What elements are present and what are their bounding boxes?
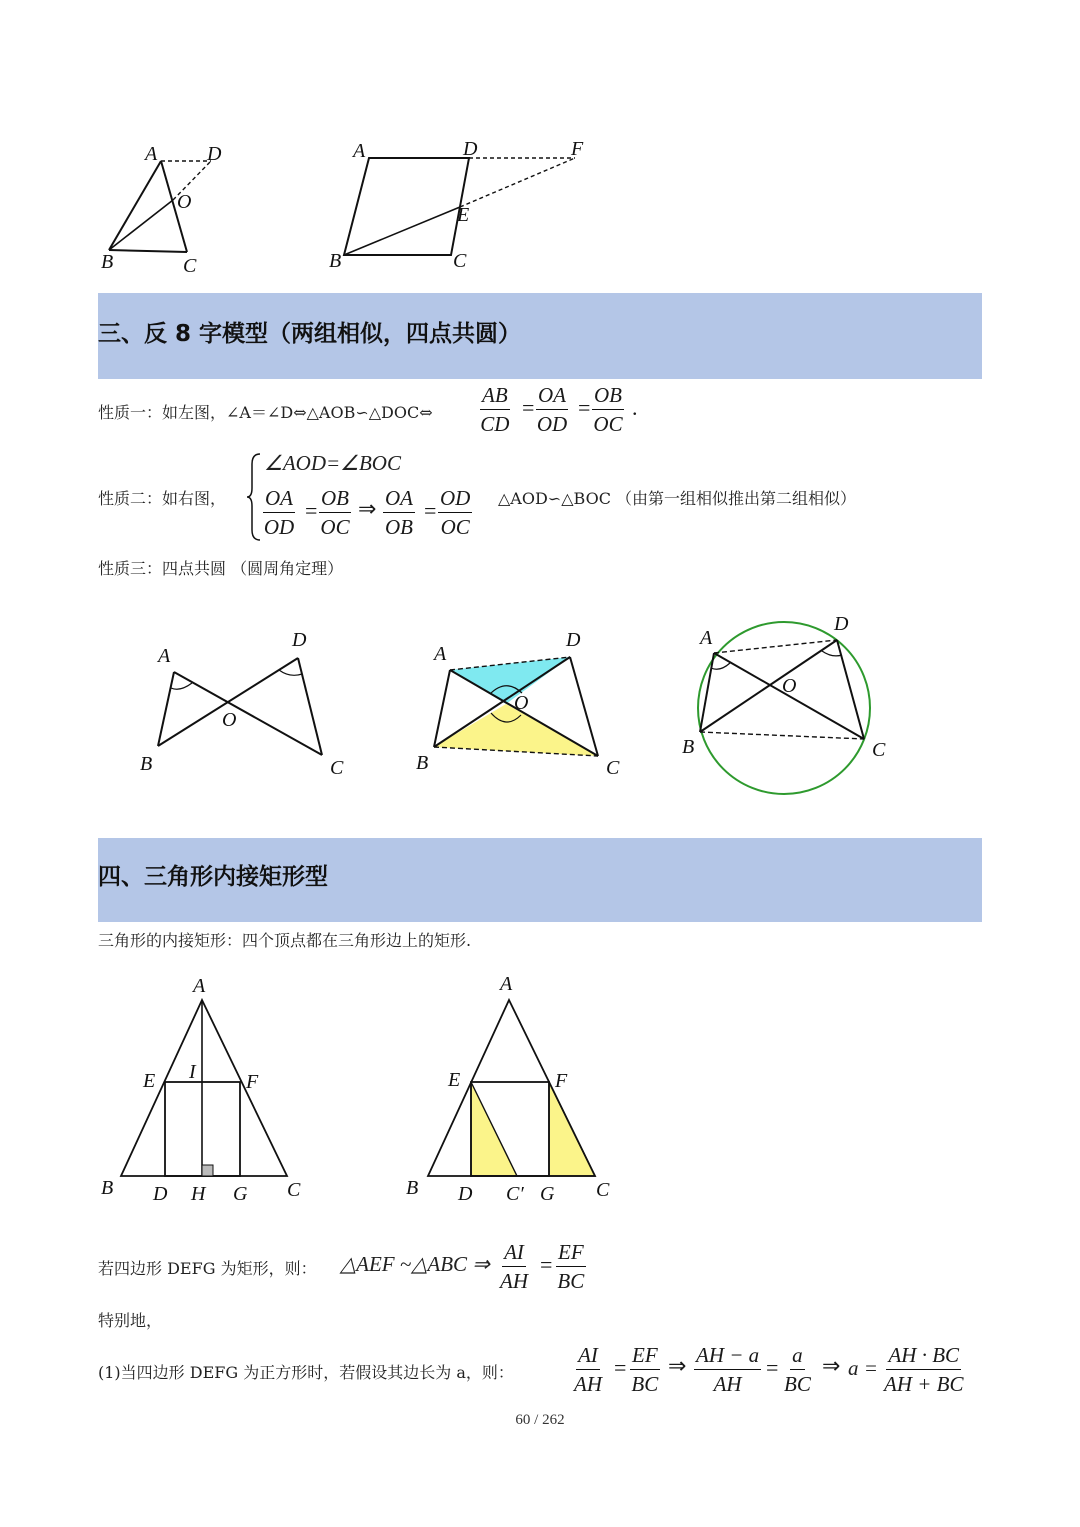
label-c: C: [287, 1179, 301, 1201]
equals-sign: =: [578, 395, 591, 420]
label-b: B: [682, 736, 695, 758]
numerator: EF: [556, 1238, 586, 1267]
fraction-ai-ah: [574, 1341, 602, 1398]
label-a: A: [353, 140, 366, 162]
numerator: OA: [263, 484, 295, 513]
label-c: C: [330, 757, 344, 779]
angle-arc-d: [279, 670, 302, 675]
angle-arc-a: [711, 663, 730, 669]
fraction-ab-cd: [480, 381, 510, 438]
figure-inscribed-rectangle: [95, 970, 315, 1210]
label-a: A: [145, 143, 158, 165]
denominator: OC: [320, 515, 350, 539]
denominator: CD: [480, 412, 510, 436]
denominator: OD: [263, 515, 295, 539]
equals-sign: =: [424, 498, 437, 523]
fraction-a-bc: [784, 1341, 811, 1398]
implies-arrow: ⇒: [668, 1353, 687, 1378]
figure-triangle-aod: [95, 140, 235, 280]
fraction-ef-bc: [556, 1238, 586, 1295]
numerator: OB: [319, 484, 351, 513]
denominator: OB: [385, 515, 413, 539]
edge: [434, 670, 450, 747]
label-b: B: [416, 752, 429, 774]
numerator: AB: [480, 381, 510, 410]
edge: [174, 672, 322, 755]
label-a: A: [434, 643, 447, 665]
right-angle-mark: [202, 1165, 213, 1176]
implies-arrow: ⇒: [358, 496, 377, 521]
property-2-label: 性质二：如右图，: [98, 489, 227, 508]
equals-sign: =: [305, 498, 318, 523]
label-f: F: [571, 138, 584, 160]
square-case-text: (1)当四边形 DEFG 为正方形时，若假设其边长为 a，则：: [98, 1363, 514, 1382]
fraction-ob-oc: [319, 484, 351, 541]
fraction-ef-bc: [630, 1341, 660, 1398]
angle-equality: ∠AOD=∠BOC: [264, 451, 401, 475]
denominator: AH: [500, 1269, 528, 1293]
label-a: A: [500, 973, 513, 995]
fraction-result: [884, 1341, 964, 1398]
numerator: a: [790, 1341, 805, 1370]
a-equals: a =: [848, 1356, 878, 1380]
label-d: D: [566, 629, 581, 651]
denominator: AH: [574, 1372, 602, 1396]
label-e: E: [143, 1070, 156, 1092]
figure-bowtie-angles: [130, 620, 360, 785]
numerator: AH − a: [694, 1341, 761, 1370]
label-e: E: [448, 1069, 461, 1091]
denominator: OC: [593, 412, 623, 436]
label-i: I: [189, 1061, 196, 1083]
label-o: O: [222, 709, 237, 731]
equals-sign: =: [614, 1355, 627, 1380]
denominator: OD: [536, 412, 568, 436]
label-b: B: [406, 1177, 419, 1199]
label-d: D: [834, 613, 849, 635]
fraction-oa-ob: [383, 484, 415, 541]
label-d: D: [463, 138, 478, 160]
fraction-ob-oc: [592, 381, 624, 438]
figure-rectangle-shaded: [400, 970, 630, 1210]
edge: [298, 658, 322, 755]
dashed-edge: [460, 158, 575, 207]
property-1-text: 性质一：如左图，∠A＝∠D⇔△AOB∽△DOC⇔: [98, 403, 433, 422]
edge: [700, 640, 837, 732]
section-4-title: 四、三角形内接矩形型: [98, 864, 328, 890]
left-brace: [246, 452, 262, 542]
numerator: EF: [630, 1341, 660, 1370]
label-c: C: [183, 255, 197, 277]
implies-arrow: ⇒: [822, 1353, 841, 1378]
label-e: E: [457, 204, 470, 226]
label-b: B: [101, 251, 114, 273]
label-c: C: [872, 739, 886, 761]
edge: [158, 658, 298, 746]
label-a: A: [158, 645, 171, 667]
period: .: [632, 395, 638, 420]
edge: [109, 250, 187, 252]
figure-bowtie-shaded: [410, 620, 640, 785]
numerator: OD: [438, 484, 472, 513]
label-o: O: [177, 191, 192, 213]
fraction-oa-od: [536, 381, 568, 438]
label-f: F: [555, 1070, 568, 1092]
dashed-edge: [714, 640, 837, 653]
section-4-header: [98, 838, 982, 922]
label-h: H: [191, 1183, 206, 1205]
equals-sign: =: [766, 1355, 779, 1380]
page-number: 60 / 262: [515, 1412, 565, 1428]
denominator: AH + BC: [884, 1372, 964, 1396]
figure-parallelogram: [325, 135, 595, 275]
label-o: O: [514, 692, 529, 714]
label-d: D: [207, 143, 222, 165]
fraction-ah-minus-a: [694, 1341, 761, 1398]
equals-sign: =: [522, 395, 535, 420]
equals-sign: =: [540, 1252, 553, 1277]
label-f: F: [246, 1071, 259, 1093]
fraction-od-oc: [438, 484, 472, 541]
label-o: O: [782, 675, 797, 697]
angle-arc-d: [822, 651, 842, 656]
denominator: AH: [713, 1372, 742, 1396]
label-c-prime: C′: [506, 1183, 524, 1205]
numerator: AI: [502, 1238, 526, 1267]
numerator: OA: [383, 484, 415, 513]
section-3-header: [98, 293, 982, 379]
edge: [344, 207, 460, 255]
circumcircle: [698, 622, 870, 794]
denominator: OC: [440, 515, 470, 539]
label-b: B: [101, 1177, 114, 1199]
edge: [109, 200, 173, 250]
section-3-title: 三、反 8 字模型（两组相似，四点共圆）: [98, 321, 522, 347]
special-case-label: 特别地，: [98, 1311, 163, 1330]
angle-arc-a: [171, 683, 192, 689]
property-2-conclusion: △AOD∽△BOC （由第一组相似推出第二组相似）: [498, 489, 857, 508]
inscribed-rectangle-definition: 三角形的内接矩形：四个顶点都在三角形边上的矩形.: [98, 931, 472, 950]
dashed-edge: [700, 732, 864, 739]
parallelogram: [344, 158, 469, 255]
denominator: BC: [784, 1372, 811, 1396]
similarity-statement: △AEF ~△ABC ⇒: [340, 1252, 490, 1276]
label-g: G: [233, 1183, 248, 1205]
label-d: D: [153, 1183, 168, 1205]
denominator: BC: [557, 1269, 585, 1293]
numerator: AH · BC: [886, 1341, 961, 1370]
numerator: OA: [536, 381, 568, 410]
figure-cyclic-circle: [676, 606, 896, 806]
edge: [158, 672, 174, 746]
label-a: A: [193, 975, 206, 997]
fraction-ai-ah: [500, 1238, 528, 1295]
numerator: OB: [592, 381, 624, 410]
rectangle-condition-text: 若四边形 DEFG 为矩形，则：: [98, 1259, 317, 1278]
fraction-oa-od: [263, 484, 295, 541]
yellow-triangle-left: [471, 1082, 517, 1176]
edge: [109, 161, 161, 250]
edge: [700, 653, 714, 732]
denominator: BC: [631, 1372, 659, 1396]
label-g: G: [540, 1183, 555, 1205]
numerator: AI: [576, 1341, 600, 1370]
label-b: B: [329, 250, 342, 272]
label-d: D: [292, 629, 307, 651]
label-d: D: [458, 1183, 473, 1205]
label-c: C: [453, 250, 467, 272]
label-a: A: [700, 627, 713, 649]
label-c: C: [596, 1179, 610, 1201]
property-3-text: 性质三：四点共圆 （圆周角定理）: [98, 559, 344, 578]
label-b: B: [140, 753, 153, 775]
label-c: C: [606, 757, 620, 779]
